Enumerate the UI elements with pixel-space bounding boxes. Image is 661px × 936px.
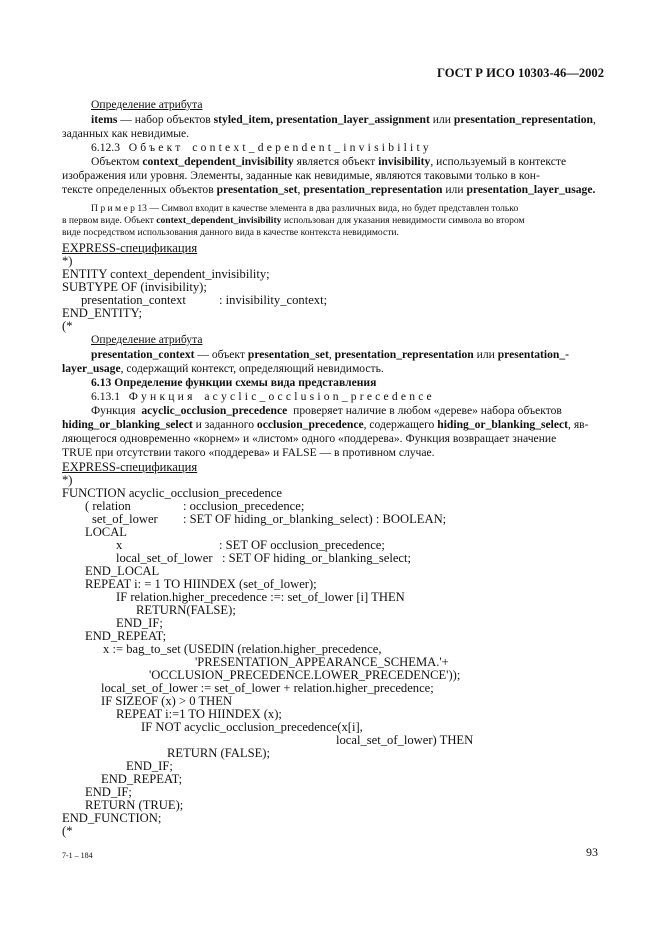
code-line: : occlusion_precedence; — [183, 499, 305, 513]
code-line: x := bag_to_set (USEDIN (relation.higher_precedence, — [103, 642, 382, 656]
paragraph-line: изображения или уровня. Элементы, заданные как невидимые, являются таковыми только в кон- — [62, 169, 540, 182]
attribute-definition-heading: Определение атрибута — [91, 333, 203, 346]
example-note-line: в первом виде. Объект context_dependent_invisibility использован для указания невидимости символа во втором — [62, 215, 525, 226]
code-line: END_REPEAT; — [85, 629, 167, 643]
code-line: presentation_context — [81, 293, 186, 307]
code-line: : invisibility_context; — [219, 293, 328, 307]
paragraph-line: Объектом context_dependent_invisibility является объект invisibility, используемый в контексте — [91, 155, 567, 168]
paragraph-line: presentation_context — объект presentation_set, presentation_representation или presentation_- — [91, 348, 570, 361]
code-line: local_set_of_lower) THEN — [336, 733, 474, 747]
code-line: (* — [62, 824, 73, 838]
example-note-line: П р и м е р 13 — Символ входит в качестве элемента в два различных вида, но будет представлен только — [91, 203, 519, 214]
code-line: END_LOCAL — [85, 564, 160, 578]
code-line: END_ENTITY; — [62, 306, 142, 320]
section-heading-6-13: 6.13 Определение функции схемы вида представления — [91, 376, 377, 389]
print-mark: 7-1 – 184 — [62, 851, 93, 860]
subclause-6-13-1: 6.13.1 Функция acyclic_occlusion_precedence — [91, 390, 435, 403]
code-line: IF SIZEOF (x) > 0 THEN — [101, 694, 233, 708]
code-line: IF relation.higher_precedence :=: set_of_lower [i] THEN — [116, 590, 405, 604]
paragraph-line: ляющегося одновременно «корнем» и «листом» одного «поддерева». Функция возвращает значение — [62, 432, 557, 445]
subclause-6-12-3: 6.12.3 Объект context_dependent_invisibility — [91, 141, 432, 154]
paragraph-line: hiding_or_blanking_select и заданного occlusion_precedence, содержащего hiding_or_blanking_select, яв- — [62, 418, 589, 431]
attribute-definition-heading: Определение атрибута — [91, 98, 203, 111]
code-line: SUBTYPE OF (invisibility); — [62, 280, 207, 294]
code-line: RETURN (FALSE); — [167, 746, 270, 760]
code-line: local_set_of_lower — [116, 551, 213, 565]
code-line: : SET OF occlusion_precedence; — [219, 538, 385, 552]
items-definition-line: items — набор объектов styled_item, presentation_layer_assignment или presentation_representation, — [91, 113, 596, 126]
express-spec-label: EXPRESS-спецификация — [62, 241, 198, 255]
code-line: REPEAT i: = 1 TO HIINDEX (set_of_lower); — [85, 577, 317, 591]
code-line: *) — [62, 473, 73, 487]
code-line: x — [116, 538, 123, 552]
code-line: END_REPEAT; — [101, 772, 183, 786]
paragraph-line: тексте определенных объектов presentation_set, presentation_representation или presentation_layer_usage. — [62, 183, 596, 196]
code-line: local_set_of_lower := set_of_lower + relation.higher_precedence; — [101, 681, 434, 695]
code-line: RETURN(FALSE); — [136, 603, 236, 617]
code-line: END_IF; — [126, 759, 173, 773]
paragraph-line: TRUE при отсутствии такого «поддерева» и FALSE — в противном случае. — [62, 446, 435, 459]
code-line: set_of_lower — [92, 512, 158, 526]
code-line: RETURN (TRUE); — [85, 798, 184, 812]
page-number: 93 — [586, 845, 598, 859]
code-line: ( relation — [85, 499, 131, 513]
code-line: IF NOT acyclic_occlusion_precedence(x[i], — [141, 720, 363, 734]
code-line: REPEAT i:=1 TO HIINDEX (x); — [116, 707, 282, 721]
paragraph-line: Функция acyclic_occlusion_precedence проверяет наличие в любом «дереве» набора объектов — [91, 404, 562, 417]
code-line: 'OCCLUSION_PRECEDENCE.LOWER_PRECEDENCE')); — [149, 668, 461, 682]
code-line: FUNCTION acyclic_occlusion_precedence — [62, 486, 282, 500]
express-spec-label: EXPRESS-спецификация — [62, 460, 198, 474]
code-line: (* — [62, 319, 73, 333]
code-line: END_IF; — [85, 785, 132, 799]
example-note-line: виде посредством использования данного вида в качестве контекста невидимости. — [62, 227, 399, 238]
code-line: END_IF; — [116, 616, 163, 630]
code-line: END_FUNCTION; — [62, 811, 162, 825]
code-line: *) — [62, 254, 73, 268]
paragraph-line: layer_usage, содержащий контекст, определяющий невидимость. — [62, 362, 384, 375]
code-line: : SET OF hiding_or_blanking_select; — [222, 551, 412, 565]
standard-number: ГОСТ Р ИСО 10303-46—2002 — [437, 66, 605, 80]
code-line: : SET OF hiding_or_blanking_select) : BOOLEAN; — [183, 512, 447, 526]
items-definition-cont: заданных как невидимые. — [62, 127, 190, 140]
code-line: ENTITY context_dependent_invisibility; — [62, 267, 270, 281]
code-line: LOCAL — [85, 525, 127, 539]
code-line: 'PRESENTATION_APPEARANCE_SCHEMA.'+ — [195, 655, 449, 669]
